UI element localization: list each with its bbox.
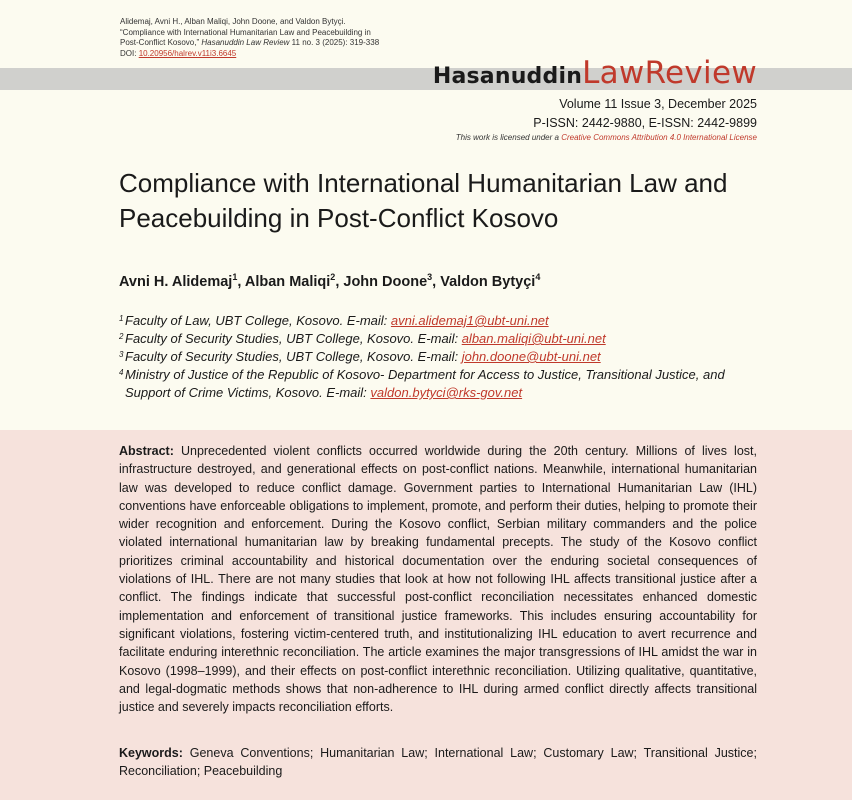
citation-prefix: Post-Conflict Kosovo,” <box>120 38 200 47</box>
affiliation-list <box>119 312 759 402</box>
author-sup: 2 <box>330 272 336 282</box>
volume-info: Volume 11 Issue 3, December 2025 <box>559 97 757 111</box>
affiliation-sup: 1 <box>119 314 124 323</box>
affiliation-continuation <box>125 384 759 402</box>
license-link[interactable]: Creative Commons Attribution 4.0 International License <box>561 133 757 142</box>
author-list <box>119 272 540 290</box>
affiliation-sup: 2 <box>119 332 124 341</box>
journal-logo <box>433 55 757 91</box>
logo-part-2: LawReview <box>582 55 757 91</box>
article-title: Compliance with International Humanitarian Law and Peacebuilding in Post-Conflict Kosovo <box>119 168 728 233</box>
license-prefix: This work is licensed under a <box>455 133 559 142</box>
citation-journal: Hasanuddin Law Review <box>201 38 290 47</box>
affiliation-email[interactable]: avni.alidemaj1@ubt-uni.net <box>390 313 549 328</box>
affiliation-cont-text: Support of Crime Victims, Kosovo. E-mail: <box>125 385 367 400</box>
citation-line-3 <box>120 38 420 49</box>
affiliation-text: Faculty of Security Studies, UBT College, Kosovo. E-mail: <box>125 331 459 346</box>
affiliation-email[interactable]: valdon.bytyci@rks-gov.net <box>370 385 523 400</box>
affiliation-sup: 3 <box>119 350 124 359</box>
author-sep: , <box>432 273 441 290</box>
author-name: John Doone <box>343 273 428 290</box>
license-line <box>456 133 757 142</box>
affiliation-email[interactable]: alban.maliqi@ubt-uni.net <box>461 331 606 346</box>
affiliation-item <box>119 330 759 348</box>
keywords <box>119 744 757 781</box>
author-sup: 4 <box>535 272 541 282</box>
author-name: Avni H. Alidemaj <box>119 273 233 290</box>
affiliation-text: Faculty of Security Studies, UBT College, Kosovo. E-mail: <box>125 349 459 364</box>
logo-part-1: Hasanuddin <box>432 64 583 89</box>
author-name: Alban Maliqi <box>244 273 331 290</box>
affiliation-item <box>119 312 759 330</box>
issn-info: P-ISSN: 2442-9880, E-ISSN: 2442-9899 <box>533 116 757 130</box>
author-name: Valdon Bytyçi <box>440 273 536 290</box>
affiliation-email[interactable]: john.doone@ubt-uni.net <box>461 349 601 364</box>
affiliation-item <box>119 348 759 366</box>
abstract <box>119 442 757 716</box>
keywords-label: Keywords: <box>119 746 183 760</box>
affiliation-item <box>119 366 759 402</box>
affiliation-text: Faculty of Law, UBT College, Kosovo. E-mail: <box>125 313 388 328</box>
citation-doi <box>120 49 420 60</box>
citation-line-1: Alidemaj, Avni H., Alban Maliqi, John Doone, and Valdon Bytyçi. <box>120 17 346 26</box>
doi-label: DOI: <box>120 48 137 58</box>
abstract-text: Unprecedented violent conflicts occurred worldwide during the 20th century. Millions of lives lost, infrastructure destroyed, and generational effects on post-conflict nations. Meanwhile, international humanitarian law was developed to reduce conflict damage. Government parties to International Humanitarian Law (IHL) conventions have enforceable obligations to implement, promote, and perform their duties, helping to promote their wider recognition and enforcement. During the Kosovo conflict, Serbian military commanders and the police violated international humanitarian law by breaking fundamental precepts. The study of the Kosovo conflict prioritizes criminal accountability and historical documentation over the enduring societal consequences of violations of IHL. There are not many studies that look at how not following IHL affects transitional justice after a conflict. The findings indicate that successful post-conflict reconciliation necessitates enhanced domestic implementation and enforcement of transitional justice frameworks. This includes ensuring accountability for significant violations, fostering victim-centered truth, and institutionalizing IHL education to avert recurrence and facilitate enduring interethnic reconciliation. The article examines the major transgressions of IHL amidst the war in Kosovo (1998–1999), and their effects on post-conflict interethnic reconciliation. Utilizing qualitative, quantitative, and legal-dogmatic methods shows that non-adherence to IHL during armed conflict directly affects transitional justice and severely impacts reconciliation efforts. <box>119 444 757 715</box>
affiliation-sup: 4 <box>119 368 124 377</box>
citation-suffix: 11 no. 3 (2025): 319-338 <box>291 38 380 47</box>
author-sup: 3 <box>427 272 433 282</box>
citation-block <box>120 17 420 59</box>
author-sep: , <box>335 273 344 290</box>
affiliation-text: Ministry of Justice of the Republic of Kosovo- Department for Access to Justice, Transitional Justice, and <box>125 367 725 382</box>
doi-link[interactable]: 10.20956/halrev.v11i3.6645 <box>138 48 237 58</box>
author-sep: , <box>237 273 245 290</box>
author-sup: 1 <box>232 272 238 282</box>
abstract-label: Abstract: <box>119 444 174 458</box>
citation-line-2: “Compliance with International Humanitarian Law and Peacebuilding in <box>120 27 371 37</box>
keywords-text: Geneva Conventions; Humanitarian Law; International Law; Customary Law; Transitional Justice; Reconciliation; Peacebuilding <box>119 746 757 779</box>
